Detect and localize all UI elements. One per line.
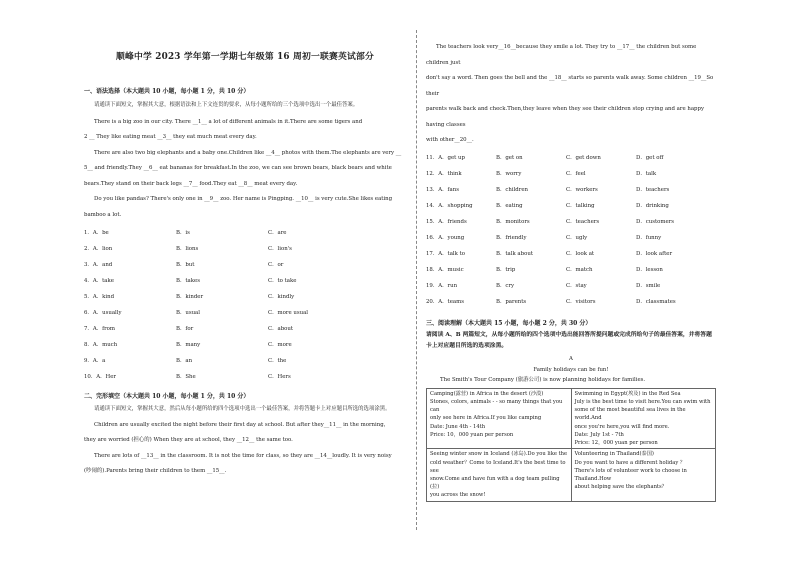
option: 5．A．kind xyxy=(84,294,115,301)
option: C．teachers xyxy=(566,218,600,225)
passage-line: (吵闹的).Parents bring their children to them __15__. xyxy=(84,468,227,475)
option: B．an xyxy=(176,358,193,365)
section2-heading: 二、完形填空（本大题共 10 小题，每小题 1 分，共 10 分） xyxy=(84,393,250,401)
ad-line: once you're here,you will find more. xyxy=(574,423,670,430)
option: C．more usual xyxy=(268,310,309,317)
section1-passage xyxy=(84,115,406,224)
option: B．for xyxy=(176,326,194,333)
passage-line: There are also two big elephants and a baby one.Children like __4__ photos with them.The elephants are very __ xyxy=(94,149,402,156)
option: 6．A．usually xyxy=(84,310,122,317)
ad-line: There's lots of volunteer work to choose in Thailand.How xyxy=(574,467,687,482)
option: B．friendly xyxy=(496,234,527,241)
option: 13．A．fans xyxy=(426,186,459,193)
option: C．stay xyxy=(566,282,587,289)
option: 9．A．a xyxy=(84,358,106,365)
option: B．takes xyxy=(176,278,200,285)
passage-line: bamboo a lot. xyxy=(84,211,122,218)
ad-line: Do you want to have a different holiday ？ xyxy=(574,459,686,466)
option: 16．A．young xyxy=(426,234,465,241)
ad-camping xyxy=(427,388,572,448)
ad-line: July is the best time to visit here.You can swim with xyxy=(574,399,711,406)
holiday-ads-table xyxy=(426,388,716,502)
option: C．match xyxy=(566,266,593,273)
ad-line: about helping save the elephants？ xyxy=(574,484,667,491)
passage-line: Do you like pandas? There's only one in __9__ zoo. Her name is Pingping. __10__ is very cute.She likes eating xyxy=(94,196,393,203)
cloze-passage-continued xyxy=(426,40,716,149)
ad-iceland xyxy=(427,449,572,501)
ad-swimming xyxy=(571,388,716,448)
option: D．get off xyxy=(636,154,664,161)
ad-line: Date: July 1st - 7th xyxy=(574,431,624,438)
option: 1．A．be xyxy=(84,230,109,237)
right-column xyxy=(426,0,716,502)
option: B．usual xyxy=(176,310,200,317)
ad-line: Date: June 4th - 14th xyxy=(430,423,486,430)
option: 3．A．and xyxy=(84,262,113,269)
option: C．get down xyxy=(566,154,601,161)
section1-instructions: 请通读下面短文，掌握其大意，根据语法和上下文连贯的要求，从每小题所给的三个选项中选出一个最佳答案。 xyxy=(94,101,359,108)
ad-line: Camping(露营) in Africa in the desert (沙漠) xyxy=(430,390,544,397)
passage-line: 5__ and friendly.They __6__ eat bananas for breakfast.In the zoo, we can see brown bears, black bears and white xyxy=(84,165,392,172)
passage-line: bears.They stand on their back legs __7__ food.They eat __8__ meat every day. xyxy=(84,180,298,187)
option: D．teachers xyxy=(636,186,670,193)
section2-passage xyxy=(84,418,406,480)
ad-line: cold weather？Come to Iceland.It's the best time to see xyxy=(430,459,566,474)
passage-line: The teachers look very__16__because they smile a lot. They try to __17__ the children but some children just xyxy=(426,44,697,66)
option: B．She xyxy=(176,374,196,381)
ad-line: Volunteering in Thailand(泰国) xyxy=(574,451,654,458)
table-row xyxy=(427,388,716,448)
section3-instructions: 请阅读 A、B 两篇短文，从每小题所给的四个选项中选出能回答所提问题或完成所给句子的最佳答案，并将答题卡上对应题目所选的选项涂黑。 xyxy=(426,332,712,350)
option: B．is xyxy=(176,230,190,237)
ad-line: Stones, colors, animals - - so many things that you can xyxy=(430,399,563,414)
section3-heading: 三、阅读理解（本大题共 15 小题，每小题 2 分，共 30 分） xyxy=(426,319,592,327)
left-column xyxy=(84,0,406,480)
passage-line: There is a big zoo in our city. There __1__ a lot of different animals in it.There are some tigers and xyxy=(94,118,363,125)
option: 10．A．Her xyxy=(84,374,117,381)
option: B．but xyxy=(176,262,195,269)
passage-line: they are worried (担心的) When they are at school, they __12__ the same too. xyxy=(84,437,293,444)
option: B．eating xyxy=(496,202,523,209)
option: 11．A．get up xyxy=(426,154,465,161)
option: C．feel xyxy=(566,170,586,177)
option: B．children xyxy=(496,186,528,193)
section1-heading: 一、语法选择（本大题共 10 小题，每小题 1 分，共 10 分） xyxy=(84,88,250,95)
option: 8．A．much xyxy=(84,342,118,349)
option: B．many xyxy=(176,342,201,349)
option: D．drinking xyxy=(636,202,669,209)
option: C．or xyxy=(268,262,284,269)
option: C．are xyxy=(268,230,287,237)
page-title: 顺峰中学 2023 学年第一学期七年级第 16 周初一联赛英试部分 xyxy=(116,52,374,62)
option: C．lion's xyxy=(268,246,292,253)
ad-line: Price: 12，000 yuan per person xyxy=(574,440,658,447)
passage-line: There are lots of __13__ in the classroom. It is not the time for class, so they are __14__loudly. It is very noisy xyxy=(94,452,392,459)
option: C．ugly xyxy=(566,234,588,241)
passage-line: 2 __ They like eating meat __3__ they eat much meat every day. xyxy=(84,134,257,141)
option: D．talk xyxy=(636,170,657,177)
passage-intro: The Smith's Tour Company (旅游公司) is now planning holidays for families. xyxy=(440,377,646,384)
option: 4．A．take xyxy=(84,278,114,285)
ad-line: Seeing winter snow in Iceland (冰岛).Do you like the xyxy=(430,451,568,458)
option: B．lions xyxy=(176,246,199,253)
option: D．look after xyxy=(636,250,673,257)
option: 17．A．talk to xyxy=(426,250,466,257)
option: B．kinder xyxy=(176,294,204,301)
passage-title: Family holidays can be fun! xyxy=(533,366,609,373)
option: 19．A．run xyxy=(426,282,458,289)
option: D．smile xyxy=(636,282,661,289)
option: C．look at xyxy=(566,250,595,257)
option: D．lesson xyxy=(636,266,663,273)
option: B．worry xyxy=(496,170,522,177)
option: D．customers xyxy=(636,218,675,225)
option: 2．A．lion xyxy=(84,246,113,253)
ad-line: some of the most beautiful sea lives in the world.And xyxy=(574,407,686,422)
passage-line: don't say a word. Then goes the bell and the __18__ starts so parents walk away. Some children __19__So their xyxy=(426,75,714,97)
part-label: A xyxy=(569,356,573,363)
option: C．about xyxy=(268,326,294,333)
ad-line: snow.Come and have fun with a dog team pulling (拉) xyxy=(430,475,560,491)
option: C．Hers xyxy=(268,374,291,381)
passage-line: with other__20__. xyxy=(426,137,474,143)
option: 15．A．friends xyxy=(426,218,467,225)
option: 18．A．music xyxy=(426,266,464,273)
option: B．monitors xyxy=(496,218,530,225)
ad-line: Price: 10，000 yuan per person xyxy=(430,431,514,438)
ad-line: Swimming in Egypt(埃及) in the Red Sea xyxy=(574,390,681,397)
ad-line: you across the snow! xyxy=(430,492,486,499)
option: 12．A．think xyxy=(426,170,462,177)
ad-line: only see here in Africa.If you like camping xyxy=(430,415,542,422)
table-row xyxy=(427,449,716,501)
option: 20．A．teams xyxy=(426,298,464,305)
option: C．kindly xyxy=(268,294,295,301)
section1-options xyxy=(84,225,406,385)
option: C．visitors xyxy=(566,298,596,305)
section2-instructions: 请通读下面短文，掌握其大意，然后从每小题所给的四个选项中选出一个最佳答案，并将答题卡上对应题目所选的选项涂黑。 xyxy=(94,405,391,412)
option: C．more xyxy=(268,342,292,349)
option: B．parents xyxy=(496,298,527,305)
ad-thailand xyxy=(571,449,716,501)
option: 14．A．shopping xyxy=(426,202,473,209)
passage-line: Children are usually excited the night before their first day at school. But after they__11__ in the morning， xyxy=(94,421,390,428)
option: B．trip xyxy=(496,266,516,273)
option: B．get on xyxy=(496,154,523,161)
passage-line: parents walk back and check.Then,they leave when they see their children stop crying and are happy having classes xyxy=(426,106,704,128)
option: B．cry xyxy=(496,282,514,289)
option: B．talk about xyxy=(496,250,533,257)
option: D．classmates xyxy=(636,298,676,305)
section2-options xyxy=(426,150,716,310)
option: 7．A．from xyxy=(84,326,116,333)
option: D．funny xyxy=(636,234,662,241)
option: C．to take xyxy=(268,278,297,285)
option: C．talking xyxy=(566,202,595,209)
column-divider xyxy=(416,30,417,530)
option: C．workers xyxy=(566,186,598,193)
option: C．the xyxy=(268,358,287,365)
